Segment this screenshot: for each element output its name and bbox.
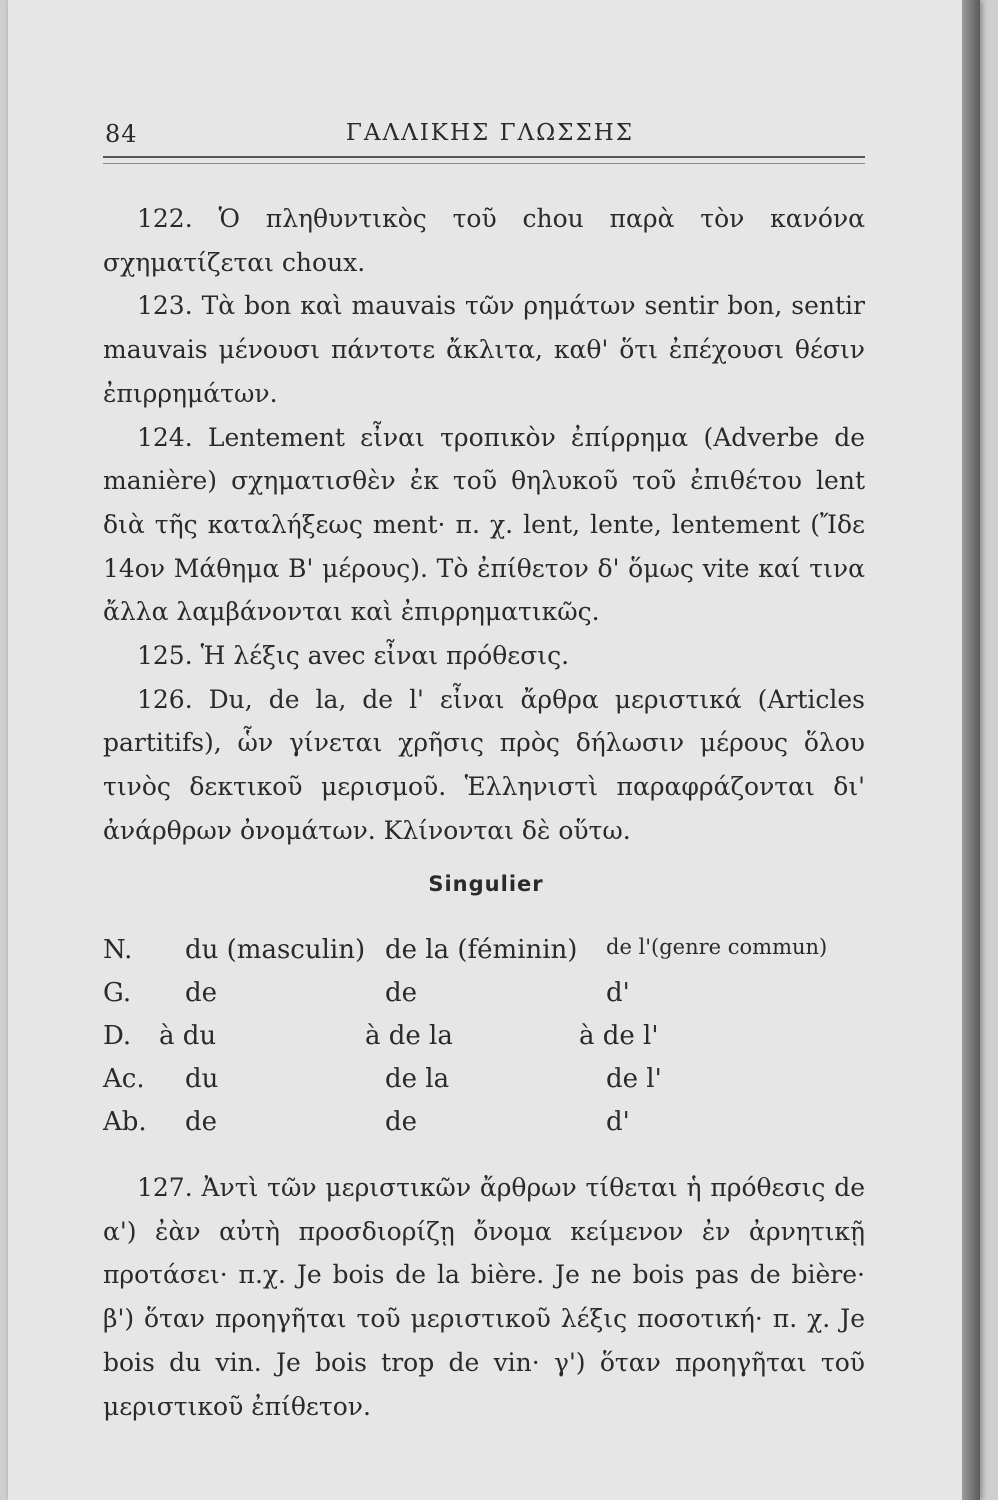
table-row	[103, 935, 873, 978]
feminine-form: de la	[385, 1064, 450, 1094]
common-form: à de l'	[579, 1021, 659, 1051]
paragraph-126: 126. Du, de la, de l' εἶναι ἄρθρα μεριστικά (Articles partitifs), ὧν γίνεται χρῆσις πρὸς δήλωσιν μέρους ὅλου τινὸς δεκτικοῦ μερισμοῦ. Ἑλληνιστὶ παραφράζονται δι' ἀνάρθρων ὀνομάτων. Κλίνονται δὲ οὕτω.	[103, 684, 865, 845]
masculine-form: du	[185, 1064, 219, 1094]
table-row	[103, 1107, 873, 1150]
paragraph-127: 127. Ἀντὶ τῶν μεριστικῶν ἄρθρων τίθεται ἡ πρόθεσις de α') ἐὰν αὐτὴ προσδιορίζῃ ὄνομα κείμενον ἐν ἀρνητικῇ προτάσει· π.χ. Je bois de la bière. Je ne bois pas de bière· β') ὅταν προηγῆται τοῦ μεριστικοῦ λέξις ποσοτική· π. χ. Je bois du vin. Je bois trop de vin· γ') ὅταν προηγῆται τοῦ μεριστικοῦ ἐπίθετον.	[103, 1173, 865, 1421]
page-header	[105, 112, 875, 152]
header-rule-thick	[103, 156, 865, 158]
common-form: d'	[606, 978, 630, 1008]
feminine-form: à de la	[365, 1021, 453, 1051]
feminine-form: de	[385, 978, 418, 1008]
paragraph-124: 124. Lentement εἶναι τροπικὸν ἐπίρρημα (Adverbe de manière) σχηματισθὲν ἐκ τοῦ θηλυκοῦ τοῦ ἐπιθέτου lent διὰ τῆς καταλήξεως ment· π. χ. lent, lente, lentement (Ἴδε 14ον Μάθημα Β' μέρους). Τὸ ἐπίθετον δ' ὅμως vite καί τινα ἄλλα λαμβάνονται καὶ ἐπιρρηματικῶς.	[103, 422, 865, 627]
table-row	[103, 1064, 873, 1107]
paragraph-125: 125. Ἡ λέξις avec εἶναι πρόθεσις.	[137, 641, 570, 671]
closing-text	[103, 1166, 865, 1428]
running-title: ΓΑΛΛΙΚΗΣ ΓΛΩΣΣΗΣ	[345, 120, 635, 146]
declension-table	[103, 935, 873, 1150]
main-text	[103, 197, 865, 853]
table-row	[103, 1021, 873, 1064]
header-rule-thin	[103, 163, 865, 164]
case-label: N.	[103, 935, 133, 965]
case-label: G.	[103, 978, 132, 1008]
case-label: Ac.	[103, 1064, 145, 1094]
table-row	[103, 978, 873, 1021]
paragraph-122: 122. Ὁ πληθυντικὸς τοῦ chou παρὰ τὸν κανόνα σχηματίζεται choux.	[103, 204, 865, 277]
feminine-form: de	[385, 1107, 418, 1137]
paragraph-123: 123. Τὰ bon καὶ mauvais τῶν ρημάτων sentir bon, sentir mauvais μένουσι πάντοτε ἄκλιτα, καθ' ὅτι ἐπέχουσι θέσιν ἐπιρρημάτων.	[103, 291, 865, 408]
page-number: 84	[105, 120, 138, 148]
masculine-form: du (masculin)	[185, 935, 366, 965]
declension-table-title: Singulier	[428, 872, 544, 896]
masculine-form: de	[185, 1107, 218, 1137]
case-label: Ab.	[103, 1107, 147, 1137]
case-label: D.	[103, 1021, 132, 1051]
common-form: de l'(genre commun)	[606, 935, 828, 959]
common-form: de l'	[606, 1064, 662, 1094]
page-spine-edge	[962, 0, 980, 1500]
common-form: d'	[606, 1107, 630, 1137]
feminine-form: de la (féminin)	[385, 935, 578, 965]
masculine-form: à du	[159, 1021, 217, 1051]
masculine-form: de	[185, 978, 218, 1008]
